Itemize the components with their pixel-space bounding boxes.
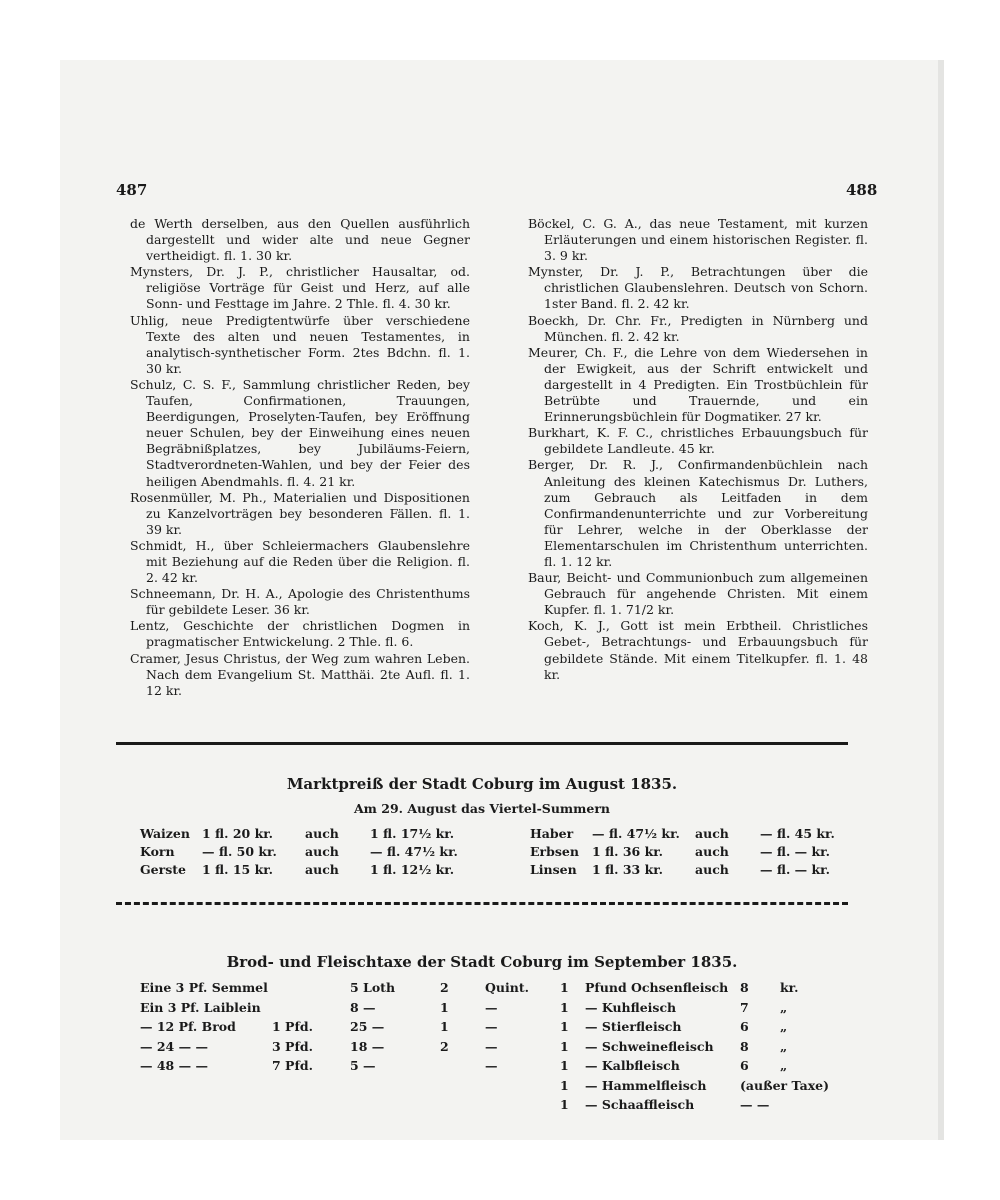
bread-cell: 5 Loth [350,980,396,995]
bread-cell: 1 [560,1077,569,1093]
bread-cell: — Schaaffleisch [585,1097,695,1112]
book-entry: Schulz, C. S. F., Sammlung christlicher Reden, bey Taufen, Confirmationen, Trauungen, Beerdigungen, Proselyten-Taufen, bey Eröffnung neuer Schulen, bey der Einweihung eines neuen Begräbnißplatzes, bey Jubiläums-Feiern, Stadtverordneten-Wahlen, und bey der Feier des heiligen Abendmahls. fl. 4. 21 kr. [130,376,470,489]
bread-cell: 1 [560,1038,569,1054]
bread-cell: 1 Pfd. [272,1019,313,1034]
page-number-left: 487 [116,181,148,199]
section-rule [116,742,848,745]
bread-cell: 18 — [350,1038,385,1054]
book-entry: Schmidt, H., über Schleiermachers Glaubenslehre mit Beziehung auf die Reden über die Religion. fl. 2. 42 kr. [130,537,470,586]
bread-cell: „ [780,1019,788,1034]
bread-cell: Ein 3 Pf. Laiblein [140,999,261,1015]
book-entry: Mynster, Dr. J. P., Betrachtungen über die christlichen Glaubenslehren. Deutsch von Schorn. 1ster Band. fl. 2. 42 kr. [528,264,868,312]
book-entry: Meurer, Ch. F., die Lehre von dem Wiedersehen in der Ewigkeit, aus der Schrift entwickelt und dargestellt in 4 Predigten. Ein Trostbüchlein für Betrübte und Trauernde, und ein Erinnerungsbüchlein für Dogmatiker. 27 kr. [528,344,868,425]
bread-cell: „ [780,1038,788,1054]
market-title: Marktpreiß der Stadt Coburg im August 1835. [286,775,678,793]
bread-cell: — [485,1038,498,1054]
bread-cell: — Stierfleisch [585,1019,682,1034]
market-cell: Gerste [140,862,186,877]
bread-cell: Eine 3 Pf. Semmel [140,980,268,995]
bread-cell: — 48 — — [140,1058,208,1073]
book-entry: Burkhart, K. F. C., christliches Erbauungsbuch für gebildete Landleute. 45 kr. [528,425,868,457]
book-entry: de Werth derselben, aus den Quellen ausführlich dargestellt und wider alte und neue Gegner vertheidigt. fl. 1. 30 kr. [130,216,470,264]
book-entry: Lentz, Geschichte der christlichen Dogmen in pragmatischer Entwickelung. 2 Thle. fl. 6. [130,618,470,650]
book-entry: Koch, K. J., Gott ist mein Erbtheil. Christliches Gebet-, Betrachtungs- und Erbauungsbuch für gebildete Stände. Mit einem Titelkupfer. fl. 1. 48 kr. [528,618,868,682]
bread-cell: — — [740,1097,770,1112]
market-cell: 1 fl. 15 kr. [202,862,274,877]
book-list-left [130,216,470,699]
market-cell: Erbsen [530,844,579,859]
book-entry: Böckel, C. G. A., das neue Testament, mit kurzen Erläuterungen und einem historischen Register. fl. 3. 9 kr. [528,216,868,264]
page-edge [938,60,944,1140]
bread-cell: 1 [560,999,569,1015]
market-cell: 1 fl. 36 kr. [592,844,664,859]
bread-cell: 1 [560,1019,569,1034]
book-entry: Mynsters, Dr. J. P., christlicher Hausaltar, od. religiöse Vorträge für Geist und Herz, auf alle Sonn- und Festtage im Jahre. 2 Thle. fl. 4. 30 kr. [130,264,470,312]
bread-cell: 1 [560,980,569,995]
market-cell: — fl. 47½ kr. [592,826,680,841]
bread-cell: „ [780,1058,788,1073]
market-cell: — fl. 50 kr. [202,844,277,859]
market-cell: Korn [140,844,175,859]
book-entry: Schneemann, Dr. H. A., Apologie des Christenthums für gebildete Leser. 36 kr. [130,586,470,618]
bread-cell: 8 [740,1038,749,1054]
bread-cell: 5 — [350,1058,376,1073]
market-cell: 1 fl. 12½ kr. [370,862,455,877]
market-cell: 1 fl. 33 kr. [592,862,664,877]
book-entry: Uhlig, neue Predigtentwürfe über verschiedene Texte des alten und neuen Testamentes, in analytisch-synthetischer Form. 2tes Bdchn. fl. 1. 30 kr. [130,312,470,376]
bread-cell: Pfund Ochsenfleisch [585,980,729,995]
bread-title: Brod- und Fleischtaxe der Stadt Coburg im September 1835. [226,953,738,971]
bread-cell: 1 [440,1019,449,1034]
bread-cell: Quint. [485,980,529,995]
market-cell: Haber [530,826,574,841]
bread-cell: — [485,999,498,1015]
bread-cell: 1 [560,1097,569,1112]
book-entry: Boeckh, Dr. Chr. Fr., Predigten in Nürnberg und München. fl. 2. 42 kr. [528,312,868,344]
market-cell: auch [695,862,729,877]
book-entry: Baur, Beicht- und Communionbuch zum allgemeinen Gebrauch für angehende Christen. Mit einem Kupfer. fl. 1. 71/2 kr. [528,570,868,618]
bread-cell: 25 — [350,1019,385,1034]
market-cell: — fl. — kr. [760,844,830,859]
bread-cell: 1 [440,999,449,1015]
bread-cell: 3 Pfd. [272,1038,313,1054]
bread-cell: 7 Pfd. [272,1058,313,1073]
bread-cell: 2 [440,1038,449,1054]
market-cell: auch [695,844,729,859]
market-cell: auch [305,862,339,877]
bread-cell: kr. [780,980,799,995]
bread-cell: — 12 Pf. Brod [140,1019,236,1034]
bread-cell: 2 [440,980,449,995]
bread-cell: 1 [560,1058,569,1073]
market-cell: 1 fl. 17½ kr. [370,826,455,841]
bread-cell: 6 [740,1058,749,1073]
bread-cell: — Hammelfleisch [585,1077,707,1093]
market-cell: auch [695,826,729,841]
section-rule-dashed [116,902,848,905]
market-cell: Waizen [140,826,190,841]
book-list-right [528,216,868,683]
bread-cell: 8 [740,980,749,995]
book-entry: Berger, Dr. R. J., Confirmandenbüchlein nach Anleitung des kleinen Katechismus Dr. Luthers, zum Gebrauch als Leitfaden in dem Confirmandenunterrichte und zur Vorbereitung für Lehrer, welche in der Oberklasse der Elementarschulen im Christenthum unterrichten. fl. 1. 12 kr. [528,457,868,569]
market-cell: auch [305,826,339,841]
bread-cell: — Kuhfleisch [585,999,677,1015]
page-number-right: 488 [846,181,878,199]
bread-cell: 6 [740,1019,749,1034]
market-cell: — fl. 45 kr. [760,826,835,841]
bread-cell: 7 [740,999,749,1015]
market-subtitle: Am 29. August das Viertel-Summern [353,801,610,816]
book-entry: Rosenmüller, M. Ph., Materialien und Dispositionen zu Kanzelvorträgen bey besonderen Fällen. fl. 1. 39 kr. [130,489,470,537]
market-cell: 1 fl. 20 kr. [202,826,274,841]
bread-cell: — Kalbfleisch [585,1058,680,1073]
market-cell: Linsen [530,862,577,877]
bread-cell: 8 — [350,999,376,1015]
bread-cell: — 24 — — [140,1038,208,1054]
market-cell: — fl. — kr. [760,862,830,877]
bread-cell: „ [780,999,788,1015]
market-cell: — fl. 47½ kr. [370,844,458,859]
book-entry: Cramer, Jesus Christus, der Weg zum wahren Leben. Nach dem Evangelium St. Matthäi. 2te Aufl. fl. 1. 12 kr. [130,650,470,698]
market-cell: auch [305,844,339,859]
bread-cell: — Schweinefleisch [585,1038,714,1054]
bread-cell: (außer Taxe) [740,1077,830,1093]
bread-cell: — [485,1019,498,1034]
bread-cell: — [485,1058,498,1073]
